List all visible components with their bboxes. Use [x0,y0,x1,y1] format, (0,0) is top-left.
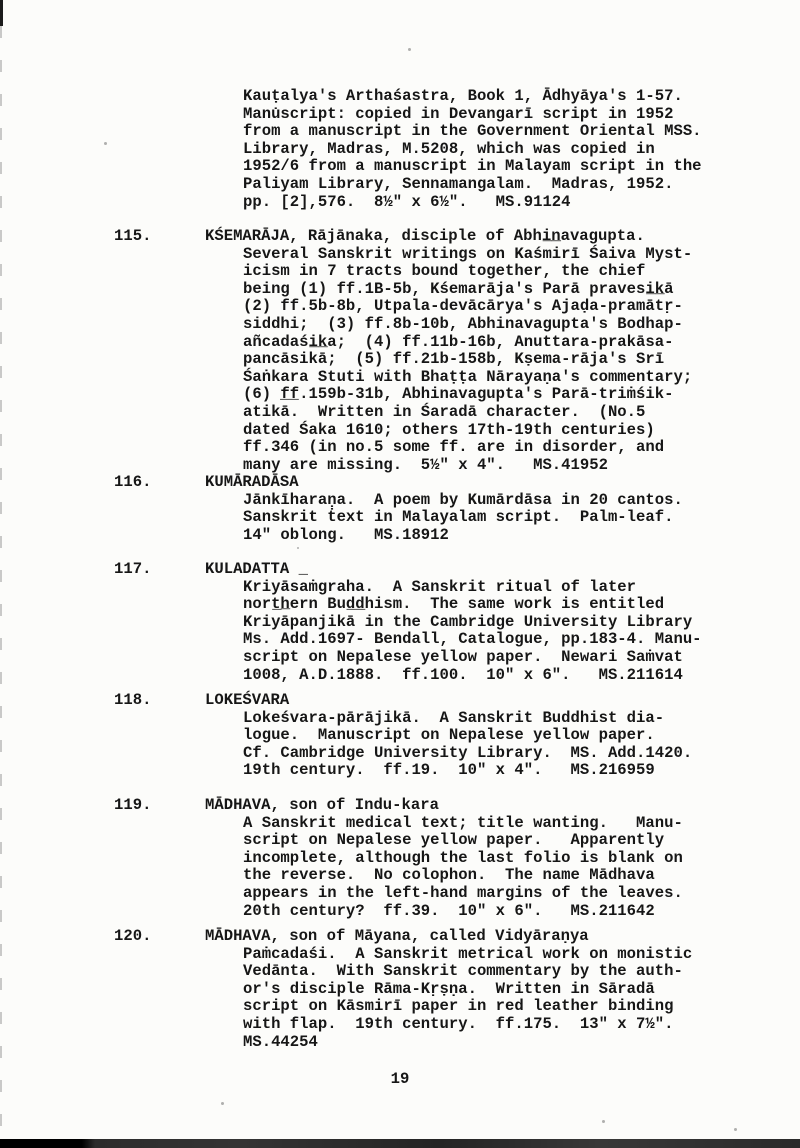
page-number: 19 [390,1070,410,1088]
entry-number: 120. [114,927,152,945]
entry-body-line: 1008, A.D.1888. ff.100. 10" x 6". MS.211614 [243,665,683,684]
entry-headword: MĀDHAVA, son of Indu-kara [205,796,439,814]
entry-number: 118. [114,691,152,709]
entry-body-line: Kriyāsaṁgraha. A Sanskrit ritual of later [243,577,637,596]
scan-left-edge [0,26,2,1139]
catalog-entry [0,928,800,1051]
catalog-entry [0,474,800,544]
scan-speckle [104,142,107,145]
entry-body-line: 14" oblong. MS.18912 [243,525,449,544]
entry-body-line: script on Kāsmirī paper in red leather binding [243,997,674,1016]
scan-speckle [408,48,411,51]
scan-speckle [602,1120,605,1123]
entry-body-line: many are missing. 5½" x 4". MS.41952 [243,455,608,474]
entry-body-line: the reverse. No colophon. The name Mādhava [243,866,655,885]
entry-body-line: Vedānta. With Sanskrit commentary by the auth- [243,962,683,981]
entry-body-line: Cf. Cambridge University Library. MS. Add.1420. [243,743,693,762]
entry-body-line: pancāsikā; (5) ff.21b-158b, Kṣema-rāja's Srī [243,350,665,369]
entry-headword: LOKEŚVARA [205,691,290,709]
catalog-entry [0,88,800,211]
entry-body-line: logue. Manuscript on Nepalese yellow paper. [243,726,655,745]
entry-body-line: Jānkīharaṇa. A poem by Kumārdāsa in 20 cantos. [243,490,683,509]
entry-body-line: añcadaśi̲k̲a; (4) ff.11b-16b, Anuttara-prakāsa- [243,332,674,351]
entry-body-line: A Sanskrit medical text; title wanting. Manu- [243,813,683,832]
scan-bottom-bar [0,1139,800,1148]
entry-body-line: appears in the left-hand margins of the leaves. [243,883,683,902]
catalog-entry [0,561,800,684]
entry-body-line: incomplete, although the last folio is blank on [243,848,683,867]
entry-body-line: Several Sanskrit writings on Kaśmirī Śaiva Myst- [243,244,693,263]
entry-body-line: dated Śaka 1610; others 17th-19th centuries) [243,420,655,439]
entry-body-line: Lokeśvara-pārājikā. A Sanskrit Buddhist dia- [243,708,665,727]
entry-body-line: nort̲h̲ern Bud̲d̲hism. The same work is entitled [243,595,665,614]
scan-speckle [297,547,299,549]
catalog-entry [0,228,800,474]
entry-body-line: Library, Madras, M.5208, which was copied in [243,139,655,158]
entry-headword: KUMĀRADĀSA [205,473,299,491]
entry-body-line: Paliyam Library, Sennamangalam. Madras, 1952. [243,174,674,193]
entry-number: 115. [114,227,152,245]
entry-body-line: (6) f̲f̲.159b-31b, Abhinavagupta's Parā-triṁśik- [243,385,674,404]
entry-number: 116. [114,473,152,491]
entry-body-line: 1952/6 from a manuscript in Malayam script in the [243,157,702,176]
entry-body-line: with flap. 19th century. ff.175. 13" x 7½". [243,1014,674,1033]
scan-speckle [221,1102,224,1105]
entry-headword: MĀDHAVA, son of Māyana, called Vidyāraṇya [205,927,589,945]
entry-headword: KŚEMARĀJA, Rājānaka, disciple of Abhi̲n̲avagupta. [205,227,645,245]
entry-body-line: from a manuscript in the Government Oriental MSS. [243,122,702,141]
entry-body-line: Śaṅkara Stuti with Bhaṭṭa Nārayaṇa's commentary; [243,367,693,386]
scan-edge-mark [0,0,3,26]
entry-body-line: Manu̇script: copied in Devangarī script in 1952 [243,104,674,123]
entry-body-line: or's disciple Rāma-Kṛṣṇa. Written in Sāradā [243,979,655,998]
entry-body-line: 19th century. ff.19. 10" x 4". MS.216959 [243,761,655,780]
entry-body-line: pp. [2],576. 8½" x 6½". MS.91124 [243,192,571,211]
entry-body-line: (2) ff.5b-8b, Utpala-devācārya's Ajaḍa-pramātṛ- [243,297,683,316]
entry-body-line: atikā. Written in Śaradā character. (No.5 [243,402,646,421]
entry-body-line: script on Nepalese yellow paper. Newari Saṁvat [243,647,683,666]
entry-body-line: Paṁcadaśi. A Sanskrit metrical work on monistic [243,944,693,963]
entry-headword: KULADATTA _ [205,560,308,578]
catalog-entry [0,797,800,920]
entry-body-line: Sanskrit ṫext in Malayalam script. Palm-leaf. [243,508,674,527]
entry-body-line: script on Nepalese yellow paper. Apparently [243,831,665,850]
entry-body-line: being (1) ff.1B-5b, Kśemarāja's Parā pravesi̲k̲ā [243,279,674,298]
scan-speckle [734,1128,737,1131]
entry-number: 119. [114,796,152,814]
entry-body-line: MS.44254 [243,1032,318,1051]
entry-body-line: siddhi; (3) ff.8b-10b, Abhinavagupta's Bodhap- [243,314,683,333]
entry-number: 117. [114,560,152,578]
entry-body-line: Kriyāpanjikā in the Cambridge University Library [243,612,693,631]
catalog-entry [0,692,800,780]
entry-body-line: Ms. Add.1697- Bendall, Catalogue, pp.183-4. Manu- [243,630,702,649]
entry-body-line: 20th century? ff.39. 10" x 6". MS.211642 [243,901,655,920]
entry-body-line: icism in 7 tracts bound together, the chief [243,262,646,281]
entry-body-line: ff.346 (in no.5 some ff. are in disorder, and [243,438,665,457]
entry-body-line: Kauṭalya's Arthaśastra, Book 1, Ādhyāya's 1-57. [243,87,683,105]
